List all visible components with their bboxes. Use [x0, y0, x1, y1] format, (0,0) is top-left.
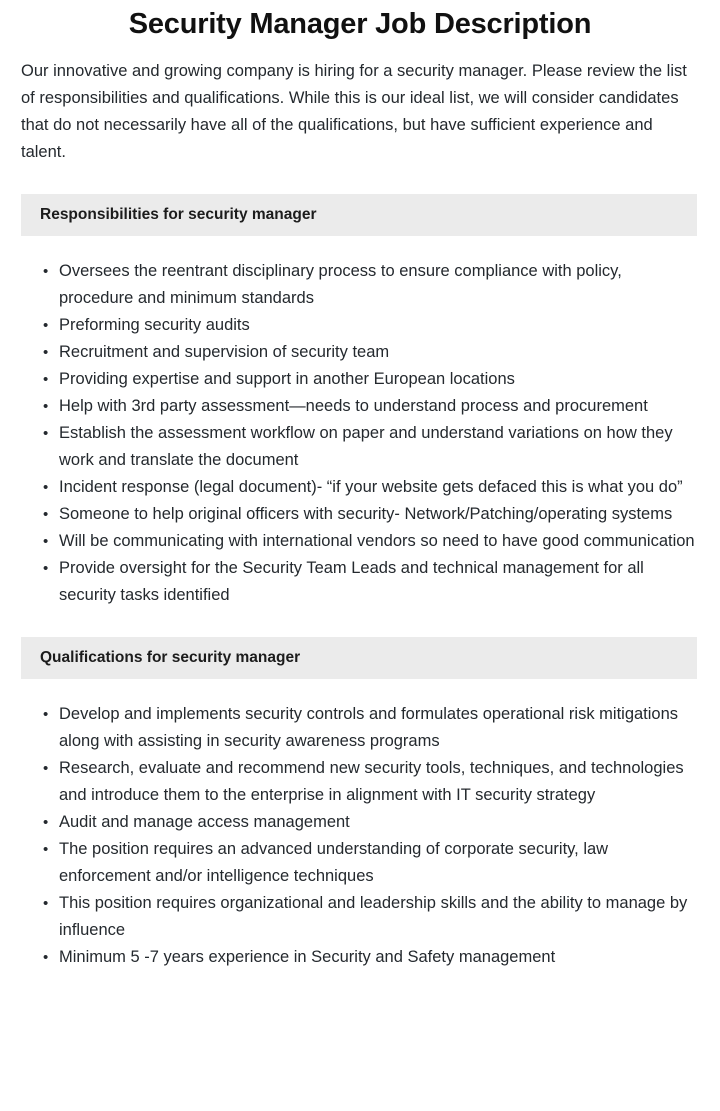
list-bottom-spacer: [0, 971, 720, 975]
list-item: • Will be communicating with international vendors so need to have good communication: [0, 528, 720, 555]
list-top-spacer: [0, 236, 720, 258]
list-item: • Provide oversight for the Security Team Leads and technical management for all security tasks identified: [0, 555, 720, 609]
list-item: • Help with 3rd party assessment—needs to understand process and procurement: [0, 393, 720, 420]
responsibilities-list: [0, 258, 720, 609]
list-item: • Someone to help original officers with security- Network/Patching/operating systems: [0, 501, 720, 528]
list-item: • Minimum 5 -7 years experience in Security and Safety management: [0, 944, 720, 971]
list-item: • Providing expertise and support in another European locations: [0, 366, 720, 393]
intro-paragraph: Our innovative and growing company is hiring for a security manager. Please review the list of responsibilities and qualifications. While this is our ideal list, we will consider candidates that do not necessarily have all of the qualifications, but have sufficient experience and talent.: [21, 62, 687, 161]
list-item: • Develop and implements security controls and formulates operational risk mitigations along with assisting in security awareness programs: [0, 701, 720, 755]
list-item: • Research, evaluate and recommend new security tools, techniques, and technologies and introduce them to the enterprise in alignment with IT security strategy: [0, 755, 720, 809]
list-item: • This position requires organizational and leadership skills and the ability to manage by influence: [0, 890, 720, 944]
list-item: • Oversees the reentrant disciplinary process to ensure compliance with policy, procedure and minimum standards: [0, 258, 720, 312]
list-item: • Preforming security audits: [0, 312, 720, 339]
list-item: • Incident response (legal document)- “if your website gets defaced this is what you do”: [0, 474, 720, 501]
list-top-spacer: [0, 679, 720, 701]
section-header-responsibilities: Responsibilities for security manager: [21, 194, 697, 236]
section-header-qualifications: Qualifications for security manager: [21, 637, 697, 679]
page-title: Security Manager Job Description: [128, 8, 592, 40]
list-item: • Recruitment and supervision of security team: [0, 339, 720, 366]
list-item: • Audit and manage access management: [0, 809, 720, 836]
list-item: • Establish the assessment workflow on paper and understand variations on how they work and translate the document: [0, 420, 720, 474]
list-item: • The position requires an advanced understanding of corporate security, law enforcement and/or intelligence techniques: [0, 836, 720, 890]
qualifications-list: [0, 701, 720, 971]
